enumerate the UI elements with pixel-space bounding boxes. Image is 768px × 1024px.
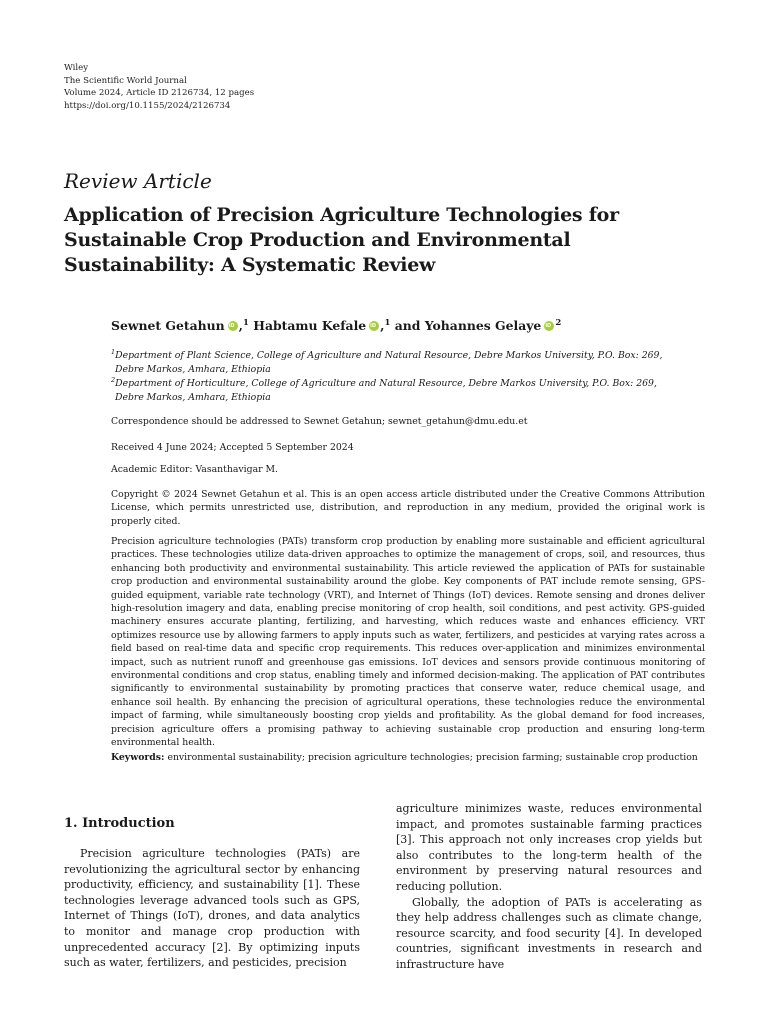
keywords-label: Keywords:: [111, 752, 165, 763]
paragraph: agriculture minimizes waste, reduces environmental impact, and promotes sustainable farming practices [3]. This approach not only increases crop yields but also contributes to the long-term health of the environment by preserving natural resources and reducing pollution.: [396, 802, 702, 893]
author-affiliation-mark: 2: [555, 318, 562, 328]
paragraph: Precision agriculture technologies (PATs) are revolutionizing the agricultural sector by enhancing productivity, efficiency, and sustainability [1]. These technologies leverage advanced tools such as GPS, Internet of Things (IoT), drones, and data analytics to monitor and manage crop production with unprecedented accuracy [2]. By optimizing inputs such as water, fertilizers, and pesticides, precision: [64, 847, 360, 970]
author-name: Sewnet Getahun: [111, 318, 225, 333]
journal-meta: [64, 62, 254, 112]
publisher: Wiley: [64, 63, 89, 73]
affiliation-1: $^1$Department of Plant Science, College of Agriculture and Natural Resource, Debre Markos University, P.O. Box: 269, Debre Markos, Amhara, Ethiopia: [111, 348, 663, 375]
article-type: Review Article: [64, 169, 212, 193]
author-name: Habtamu Kefale: [253, 318, 367, 333]
keywords-list: environmental sustainability; precision agriculture technologies; precision farming; sustainable crop production: [167, 752, 698, 763]
affiliation-2: $^2$Department of Horticulture, College of Agriculture and Natural Resource, Debre Markos University, P.O. Box: 269, Debre Markos, Amhara, Ethiopia: [111, 376, 657, 403]
journal-name: The Scientific World Journal: [64, 75, 187, 86]
academic-editor: Academic Editor: Vasanthavigar M.: [111, 464, 279, 475]
copyright-notice: Copyright © 2024 Sewnet Getahun et al. This is an open access article distributed under the Creative Commons Attribution License, which permits unrestricted use, distribution, and reproduction in any medium, provided the original work is properly cited.: [111, 489, 705, 527]
right-column: [396, 801, 702, 973]
article-title: Application of Precision Agriculture Technologies for Sustainable Crop Production and Environmental Sustainability: A Systematic Review: [64, 204, 619, 276]
received-dates: Received 4 June 2024; Accepted 5 September 2024: [111, 442, 354, 453]
author-affiliation-mark: 1: [384, 318, 391, 328]
section-heading: 1. Introduction: [64, 816, 175, 831]
author-list: Sewnet GetahuniD ,$^1$ Habtamu KefaleiD ,$^1$ and Yohannes GelayeiD $^2$: [111, 318, 561, 333]
orcid-icon[interactable]: [369, 321, 379, 331]
volume-info: Volume 2024, Article ID 2126734, 12 pages: [64, 88, 255, 99]
keywords: [111, 752, 698, 763]
paragraph: Globally, the adoption of PATs is accelerating as they help address challenges such as climate change, resource scarcity, and food security [4]. In developed countries, significant investments in research and infrastructure have: [396, 895, 702, 971]
author-affiliation-mark: 1: [243, 318, 249, 328]
author-name: and Yohannes Gelaye: [394, 318, 542, 333]
abstract: Precision agriculture technologies (PATs) transform crop production by enabling more sustainable and efficient agricultural practices. These technologies utilize data-driven approaches to optimize the management of crops, soil, and resources, thus enhancing both productivity and environmental sustainability. This article reviewed the application of PATs for sustainable crop production and environmental sustainability around the globe. Key components of PAT include remote sensing, GPS-guided equipment, variable rate technology (VRT), and Internet of Things (IoT) devices. Remote sensing and drones deliver high-resolution imagery and data, enabling precise monitoring of crop health, soil conditions, and pest activity. GPS-guided machinery ensures accurate planting, fertilizing, and harvesting, which reduces waste and enhances efficiency. VRT optimizes resource use by allowing farmers to apply inputs such as water, fertilizers, and pesticides at varying rates across a field based on real-time data and specific crop requirements. This reduces over-application and minimizes environmental impact, such as nutrient runoff and greenhouse gas emissions. IoT devices and sensors provide continuous monitoring of environmental conditions and crop status, enabling timely and informed decision-making. The application of PAT contributes significantly to environmental sustainability by promoting practices that conserve water, reduce chemical usage, and enhance soil health. By enhancing the precision of agricultural operations, these technologies reduce the environmental impact of farming, while simultaneously boosting crop yields and profitability. As the global demand for food increases, precision agriculture offers a promising pathway to achieving sustainable crop production and ensuring long-term environmental health.: [111, 536, 705, 749]
left-column: [64, 846, 360, 971]
orcid-icon[interactable]: [228, 321, 238, 331]
doi-link[interactable]: https://doi.org/10.1155/2024/2126734: [64, 100, 231, 111]
orcid-icon[interactable]: [544, 321, 554, 331]
correspondence: Correspondence should be addressed to Sewnet Getahun; sewnet_getahun@dmu.edu.et: [111, 416, 528, 427]
